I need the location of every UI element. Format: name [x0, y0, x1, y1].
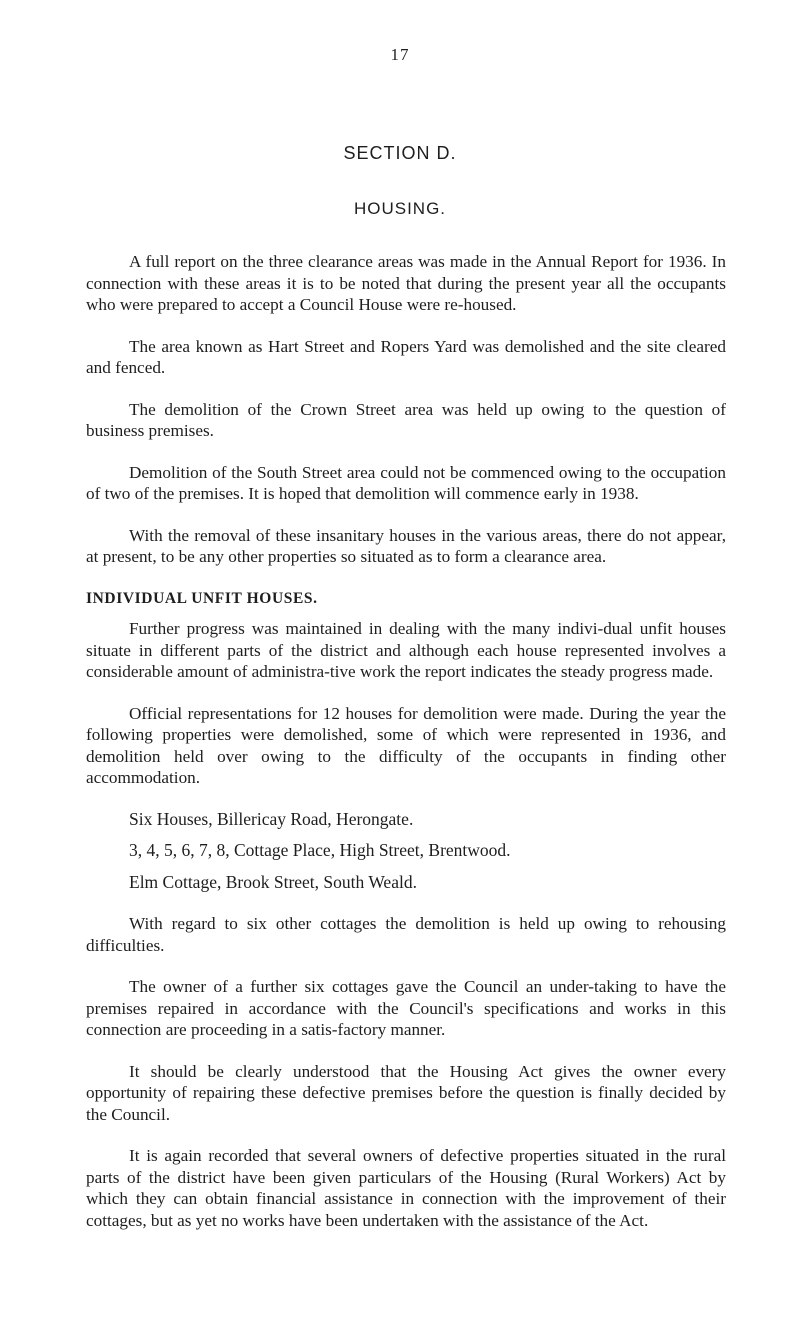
subheading-individual-unfit-houses: INDIVIDUAL UNFIT HOUSES.	[86, 589, 318, 607]
paragraph-housing-act: It should be clearly understood that the Housing Act gives the owner every opportunity of repairing these defective premises before the question is finally decided by the Council.	[86, 1061, 726, 1124]
paragraph-official-representations: Official representations for 12 houses for demolition were made. During the year the following properties were demolished, some of which were represented in 1936, and demolition held over owing to the difficulty of the occupants in finding other accommodation.	[86, 703, 726, 787]
paragraph-insanitary-houses: With the removal of these insanitary houses in the various areas, there do not appear, at present, to be any other properties so situated as to form a clearance area.	[86, 525, 726, 566]
section-title: SECTION D.	[343, 143, 457, 163]
paragraph-crown-street: The demolition of the Crown Street area was held up owing to the question of business premises.	[86, 399, 726, 440]
demolished-properties-list	[86, 809, 726, 894]
housing-title: HOUSING.	[353, 199, 447, 218]
paragraph-hart-street: The area known as Hart Street and Ropers Yard was demolished and the site cleared and fenced.	[86, 336, 726, 377]
paragraph-further-progress: Further progress was maintained in dealing with the many indivi-dual unfit houses situate in different parts of the district and although each house represented involves a considerable amount of administra-tive work the report indicates the steady progress made.	[86, 619, 726, 681]
page-number: 17	[390, 45, 410, 64]
paragraph-rural-workers-act: It is again recorded that several owners of defective properties situated in the rural parts of the district have been given particulars of the Housing (Rural Workers) Act by which they can obtain financial assistance in connection with the improvement of their cottages, but as yet no works have been undertaken with the assistance of the Act.	[86, 1146, 726, 1230]
paragraph-annual-report: A full report on the three clearance areas was made in the Annual Report for 1936. In connection with these areas it is to be noted that during the present year all the occupants who were prepared to accept a Council House were re-housed.	[86, 252, 726, 314]
list-item: Six Houses, Billericay Road, Herongate.	[129, 808, 414, 829]
paragraph-south-street: Demolition of the South Street area could not be commenced owing to the occupation of two of the premises. It is hoped that demolition will commence early in 1938.	[86, 462, 726, 503]
document-body	[86, 251, 726, 1251]
paragraph-owner-undertaking: The owner of a further six cottages gave the Council an under-taking to have the premises repaired in accordance with the Council's specifications and works in this connection are proceeding in a satis-factory manner.	[86, 977, 726, 1039]
paragraph-six-other-cottages: With regard to six other cottages the demolition is held up owing to rehousing difficulties.	[86, 914, 726, 955]
list-item: Elm Cottage, Brook Street, South Weald.	[129, 871, 417, 892]
list-item: 3, 4, 5, 6, 7, 8, Cottage Place, High Street, Brentwood.	[129, 840, 511, 860]
